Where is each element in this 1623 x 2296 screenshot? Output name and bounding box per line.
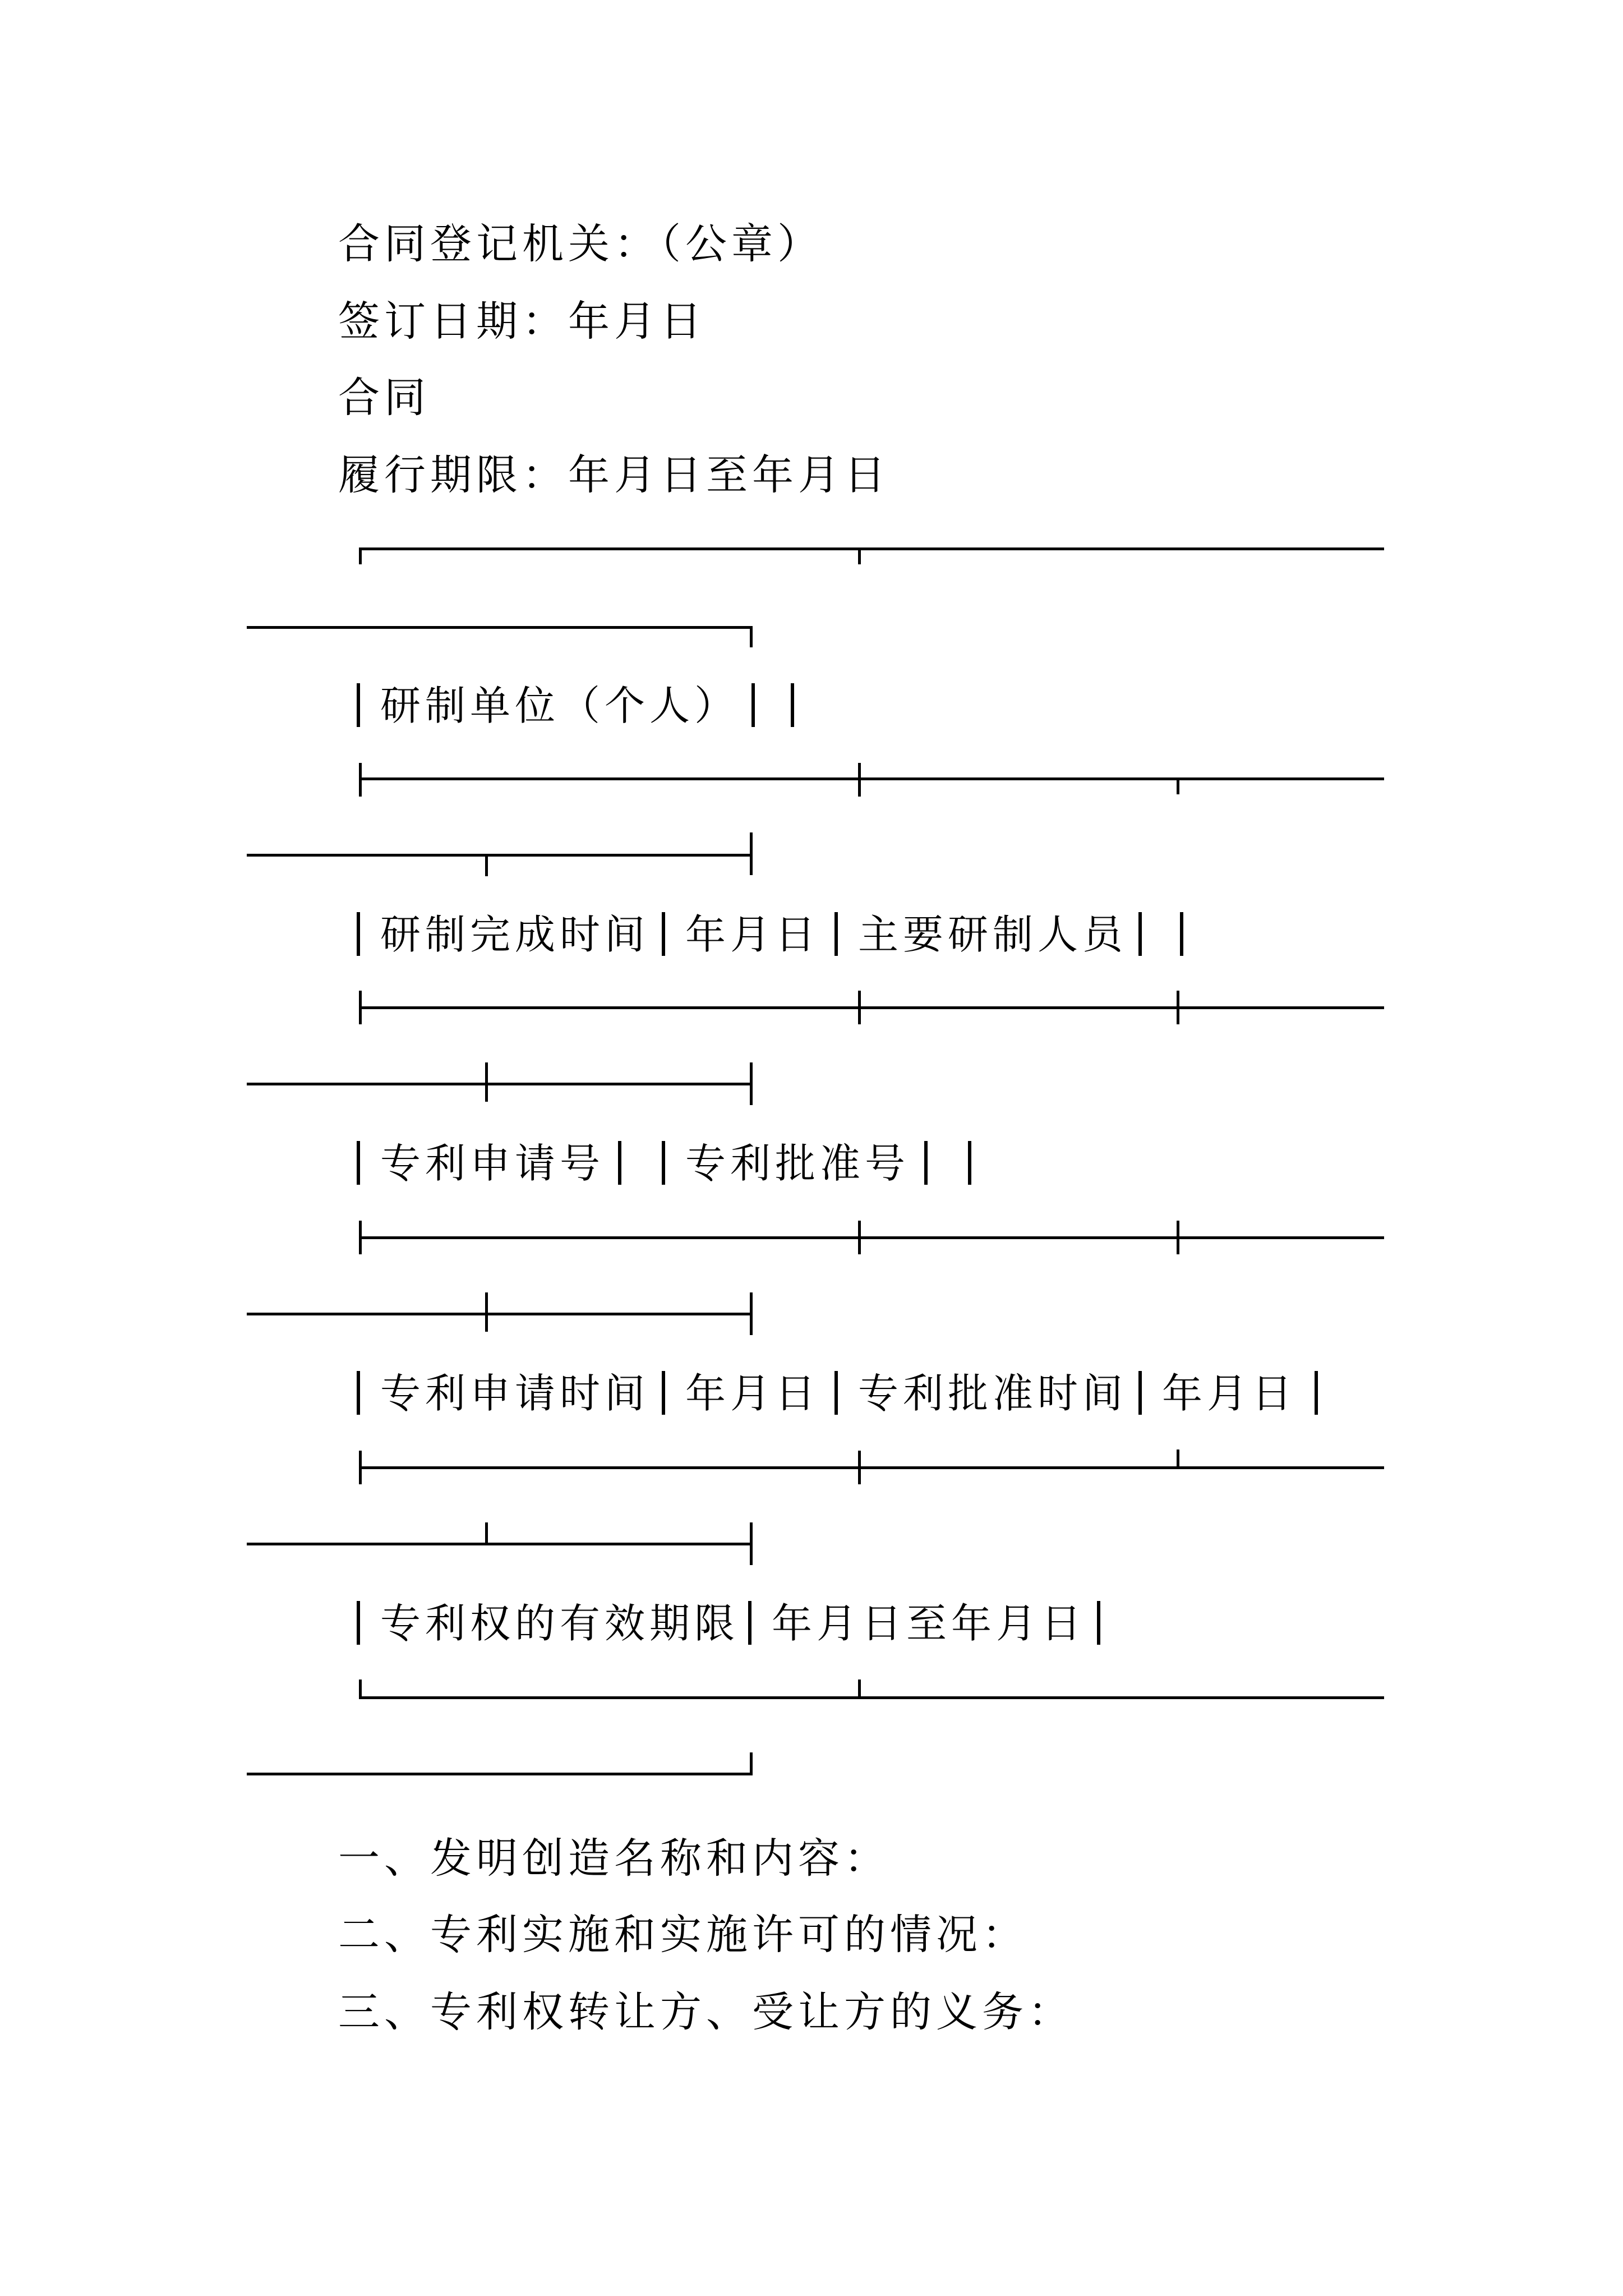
- cell-main-developers-label: 主要研制人员: [858, 911, 1128, 958]
- section-1-heading: 一、发明创造名称和内容：: [338, 1834, 890, 1883]
- cell-approval-number-label: 专利批准号: [685, 1140, 910, 1187]
- performance-period: 履行期限：年月日至年月日: [338, 451, 890, 499]
- cell-approval-time-value: 年月日: [1162, 1370, 1297, 1417]
- cell-validity-value: 年月日至年月日: [772, 1600, 1086, 1647]
- contract-label: 合同: [338, 374, 430, 422]
- cell-completion-time-value: 年月日: [685, 911, 820, 958]
- cell-application-time-label: 专利申请时间: [380, 1370, 650, 1417]
- cell-application-number-label: 专利申请号: [380, 1140, 605, 1187]
- section-2-heading: 二、专利实施和实施许可的情况：: [338, 1911, 1028, 1959]
- cell-application-time-value: 年月日: [685, 1370, 820, 1417]
- cell-completion-time-label: 研制完成时间: [380, 911, 650, 958]
- cell-developer-label: 研制单位（个人）: [380, 682, 740, 729]
- registration-authority: 合同登记机关：（公章）: [338, 220, 823, 268]
- section-3-heading: 三、专利权转让方、受让方的义务：: [338, 1988, 1074, 2036]
- cell-validity-label: 专利权的有效期限: [380, 1600, 740, 1647]
- cell-approval-time-label: 专利批准时间: [858, 1370, 1128, 1417]
- signing-date: 签订日期：年月日: [338, 297, 706, 346]
